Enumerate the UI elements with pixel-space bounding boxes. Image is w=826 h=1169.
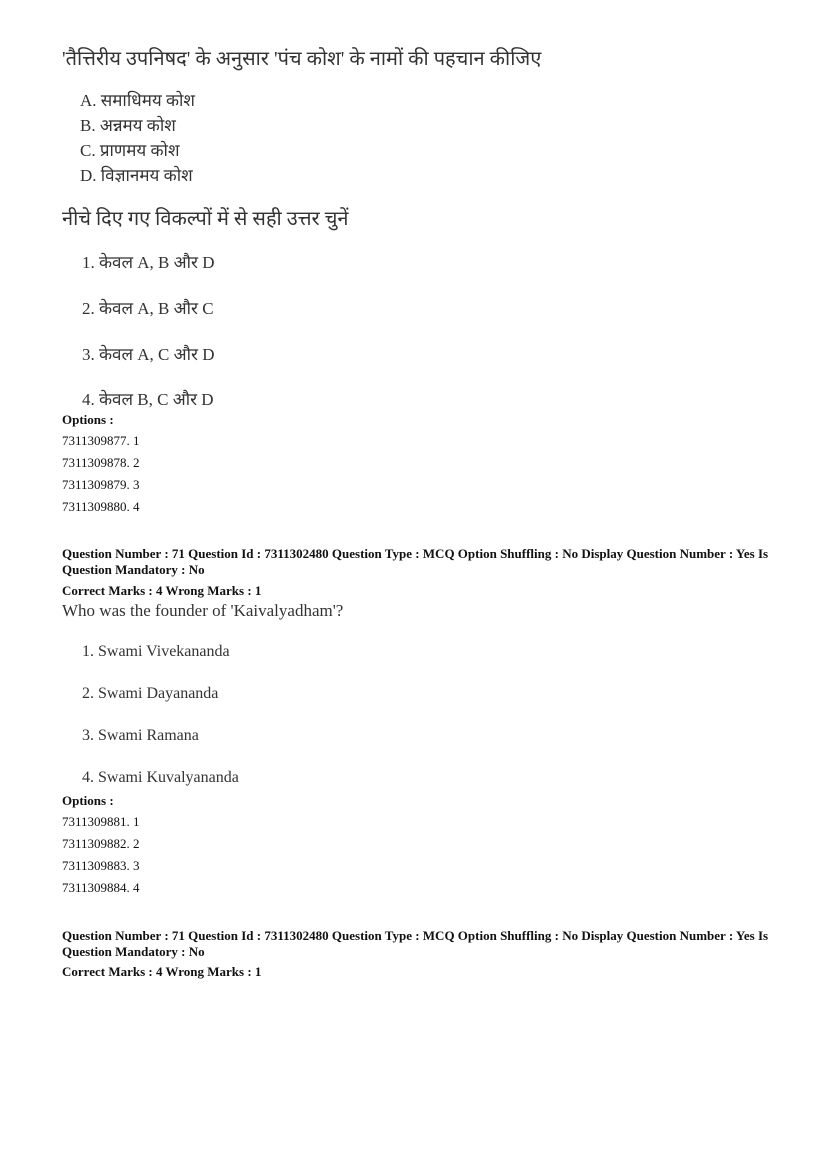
choice-4: 4. Swami Kuvalyananda	[82, 769, 239, 786]
choice-1: 1. Swami Vivekananda	[82, 643, 230, 660]
choice-3: 3. केवल A, C और D	[82, 345, 215, 364]
statement-d: D. विज्ञानमय कोश	[80, 166, 193, 185]
options-label: Options :	[62, 793, 114, 808]
option-id: 7311309878. 2	[62, 455, 140, 470]
statement-c: C. प्राणमय कोश	[80, 141, 180, 160]
option-id: 7311309877. 1	[62, 433, 140, 448]
instruction-text: नीचे दिए गए विकल्पों में से सही उत्तर चुनें	[62, 208, 349, 230]
question-meta: Question Number : 71 Question Id : 7311302480 Question Type : MCQ Option Shuffling : No Display Question Number : Yes Is Question Mandatory : No	[62, 928, 769, 959]
question-marks: Correct Marks : 4 Wrong Marks : 1	[62, 583, 262, 598]
option-id: 7311309884. 4	[62, 880, 140, 895]
choice-2: 2. केवल A, B और C	[82, 299, 214, 318]
option-id: 7311309880. 4	[62, 499, 140, 514]
statement-b: B. अन्नमय कोश	[80, 116, 176, 135]
choice-2: 2. Swami Dayananda	[82, 685, 219, 702]
option-id: 7311309881. 1	[62, 814, 140, 829]
options-label: Options :	[62, 412, 114, 427]
option-id: 7311309879. 3	[62, 477, 140, 492]
question-text: Who was the founder of 'Kaivalyadham'?	[62, 601, 344, 620]
question-text: 'तैत्तिरीय उपनिषद' के अनुसार 'पंच कोश' के नामों की पहचान कीजिए	[62, 48, 542, 70]
option-id: 7311309882. 2	[62, 836, 140, 851]
choice-4: 4. केवल B, C और D	[82, 390, 214, 409]
choice-1: 1. केवल A, B और D	[82, 253, 215, 272]
question-marks: Correct Marks : 4 Wrong Marks : 1	[62, 964, 262, 979]
option-id: 7311309883. 3	[62, 858, 140, 873]
statement-a: A. समाधिमय कोश	[80, 91, 195, 110]
choice-3: 3. Swami Ramana	[82, 727, 199, 744]
question-meta: Question Number : 71 Question Id : 7311302480 Question Type : MCQ Option Shuffling : No Display Question Number : Yes Is Question Mandatory : No	[62, 546, 769, 577]
